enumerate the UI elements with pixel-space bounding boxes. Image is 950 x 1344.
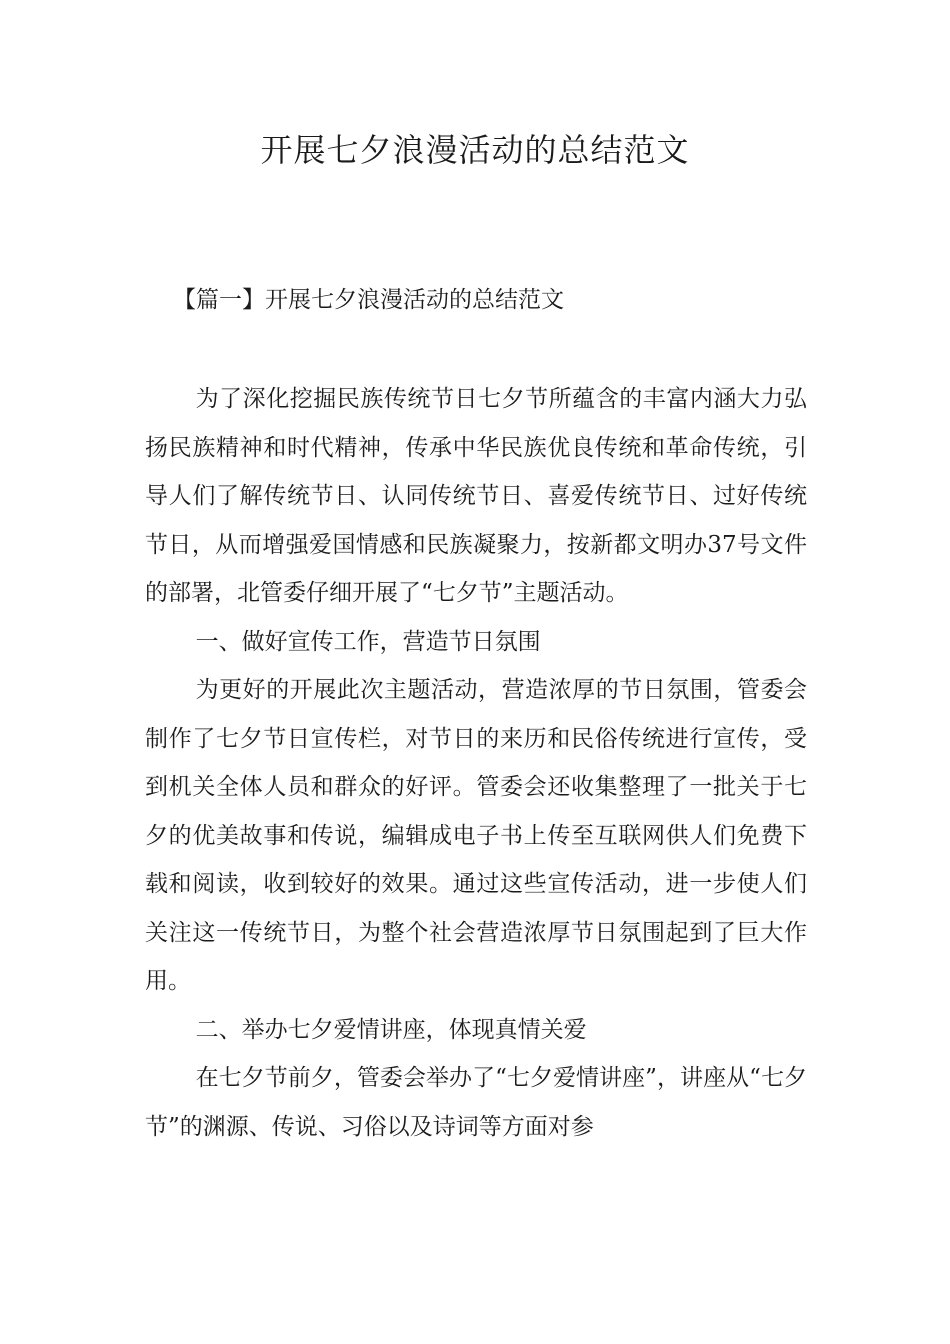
heading-publicity: 一、做好宣传工作，营造节日氛围 — [195, 628, 541, 655]
paragraph-publicity: 为更好的开展此次主题活动，营造浓厚的节日氛围，管委会制作了七夕节日宣传栏，对节日的来历和民俗传统进行宣传，受到机关全体人员和群众的好评。管委会还收集整理了一批关于七夕的优美故事和传说，编辑成电子书上传至互联网供人们免费下载和阅读，收到较好的效果。通过这些宣传活动，进一步使人们关注这一传统节日，为整个社会营造浓厚节日氛围起到了巨大作用。 — [145, 677, 807, 994]
paragraph-intro: 为了深化挖掘民族传统节日七夕节所蕴含的丰富内涵大力弘扬民族精神和时代精神，传承中华民族优良传统和革命传统，引导人们了解传统节日、认同传统节日、喜爱传统节日、过好传统节日，从而增强爱国情感和民族凝聚力，按新都文明办37号文件的部署，北管委仔细开展了“七夕节”主题活动。 — [145, 386, 807, 606]
section-title: 【篇一】开展七夕浪漫活动的总结范文 — [173, 287, 564, 313]
document-title: 开展七夕浪漫活动的总结范文 — [260, 131, 690, 169]
paragraph-lecture: 在七夕节前夕，管委会举办了“七夕爱情讲座”，讲座从“七夕节”的渊源、传说、习俗以及诗词等方面对参 — [145, 1065, 807, 1140]
heading-lecture: 二、举办七夕爱情讲座，体现真情关爱 — [195, 1016, 587, 1043]
document-body — [145, 375, 807, 1151]
